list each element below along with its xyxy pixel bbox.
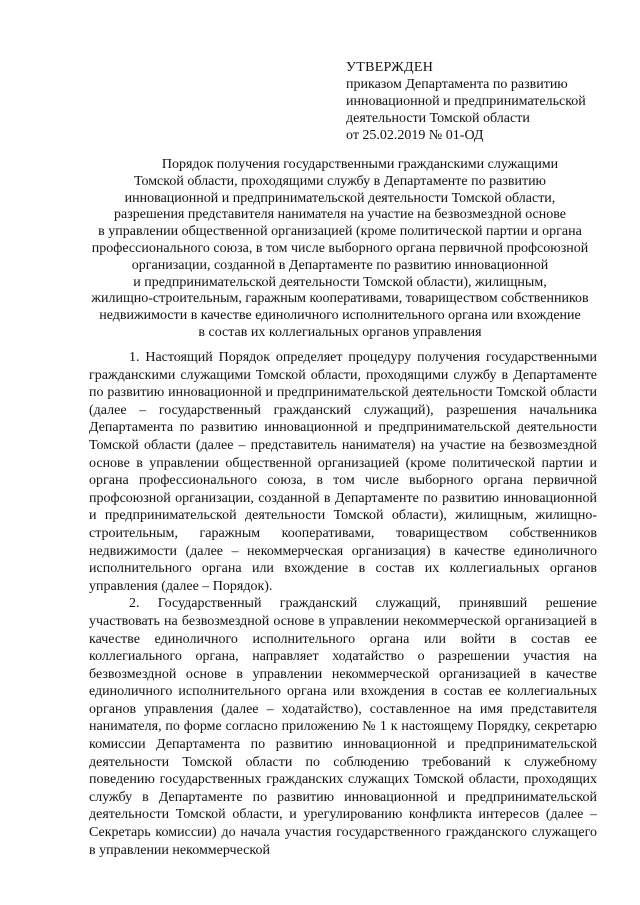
title-line: и предпринимательской деятельности Томской области), жилищным,: [133, 274, 547, 290]
approval-line: инновационной и предпринимательской: [346, 94, 586, 109]
title-line: профессионального союза, в том числе выборного органа первичной профсоюзной: [91, 240, 589, 256]
title-line: недвижимости в качестве единоличного исполнительного органа или вхождение: [99, 308, 581, 324]
approval-line: приказом Департамента по развитию: [346, 77, 568, 92]
title-line: Порядок получения государственными гражданскими служащими: [161, 157, 559, 172]
title-line: в управлении общественной организацией (кроме политической партии и органа: [98, 224, 582, 240]
document-title: [60, 157, 620, 342]
title-line: Томской области, проходящими службу в Департаменте по развитию: [133, 173, 547, 189]
approval-title: УТВЕРЖДЕН: [346, 60, 434, 75]
title-line: организации, созданной в Департаменте по развитию инновационной: [131, 257, 549, 273]
paragraph-2: 2. Государственный гражданский служащий, принявший решение участвовать на безвозмездной основе в управлении некоммерческой организацией в качестве единоличного исполнительного органа или войти в состав ее коллегиального органа, направляет ходатайство о разрешении участия на безвозмездной основе в управлении некоммерческой организацией в качестве единоличного исполнительного органа или вхождения в состав ее коллегиальных органов управления (далее – ходатайство), составленное на имя представителя нанимателя, по форме согласно приложению № 1 к настоящему Порядку, секретарю комиссии Департамента по развитию инновационной и предпринимательской деятельности Томской области по соблюдению требований к служебному поведению государственных гражданских служащих Томской области, проходящих службу в Департаменте по развитию инновационной и предпринимательской деятельности Томской области, и урегулированию конфликта интересов (далее – Секретарь комиссии) до начала участия государственного гражданского служащего в управлении некоммерческой: [89, 596, 597, 858]
title-line: жилищно-строительным, гаражным кооперативами, товариществом собственников: [91, 291, 589, 307]
title-line: в состав их коллегиальных органов управления: [198, 324, 482, 340]
approval-date: от 25.02.2019 № 01-ОД: [346, 128, 484, 143]
paragraph-1: 1. Настоящий Порядок определяет процедуру получения государственными гражданскими служащими Томской области, проходящими службу в Департаменте по развитию инновационной и предпринимательской деятельности Томской области (далее – государственный гражданский служащий), разрешения начальника Департамента по развитию инновационной и предпринимательской деятельности Томской области (далее – представитель нанимателя) на участие на безвозмездной основе в управлении общественной организацией (кроме политической партии и органа профессионального союза, в том числе выборного органа первичной профсоюзной организации, созданной в Департаменте по развитию инновационной и предпринимательской деятельности Томской области), жилищным, жилищно-строительным, гаражным кооперативами, товариществом собственников недвижимости (далее – некоммерческая организация) в качестве единоличного исполнительного органа или вхождение в состав их коллегиальных органов управления (далее – Порядок).: [89, 350, 597, 594]
document-body: [89, 349, 597, 859]
title-line: разрешения представителя нанимателя на участие на безвозмездной основе: [114, 207, 566, 223]
approval-line: деятельности Томской области: [346, 111, 530, 126]
approval-stamp: [346, 59, 626, 144]
title-line: инновационной и предпринимательской деятельности Томской области,: [124, 190, 556, 206]
